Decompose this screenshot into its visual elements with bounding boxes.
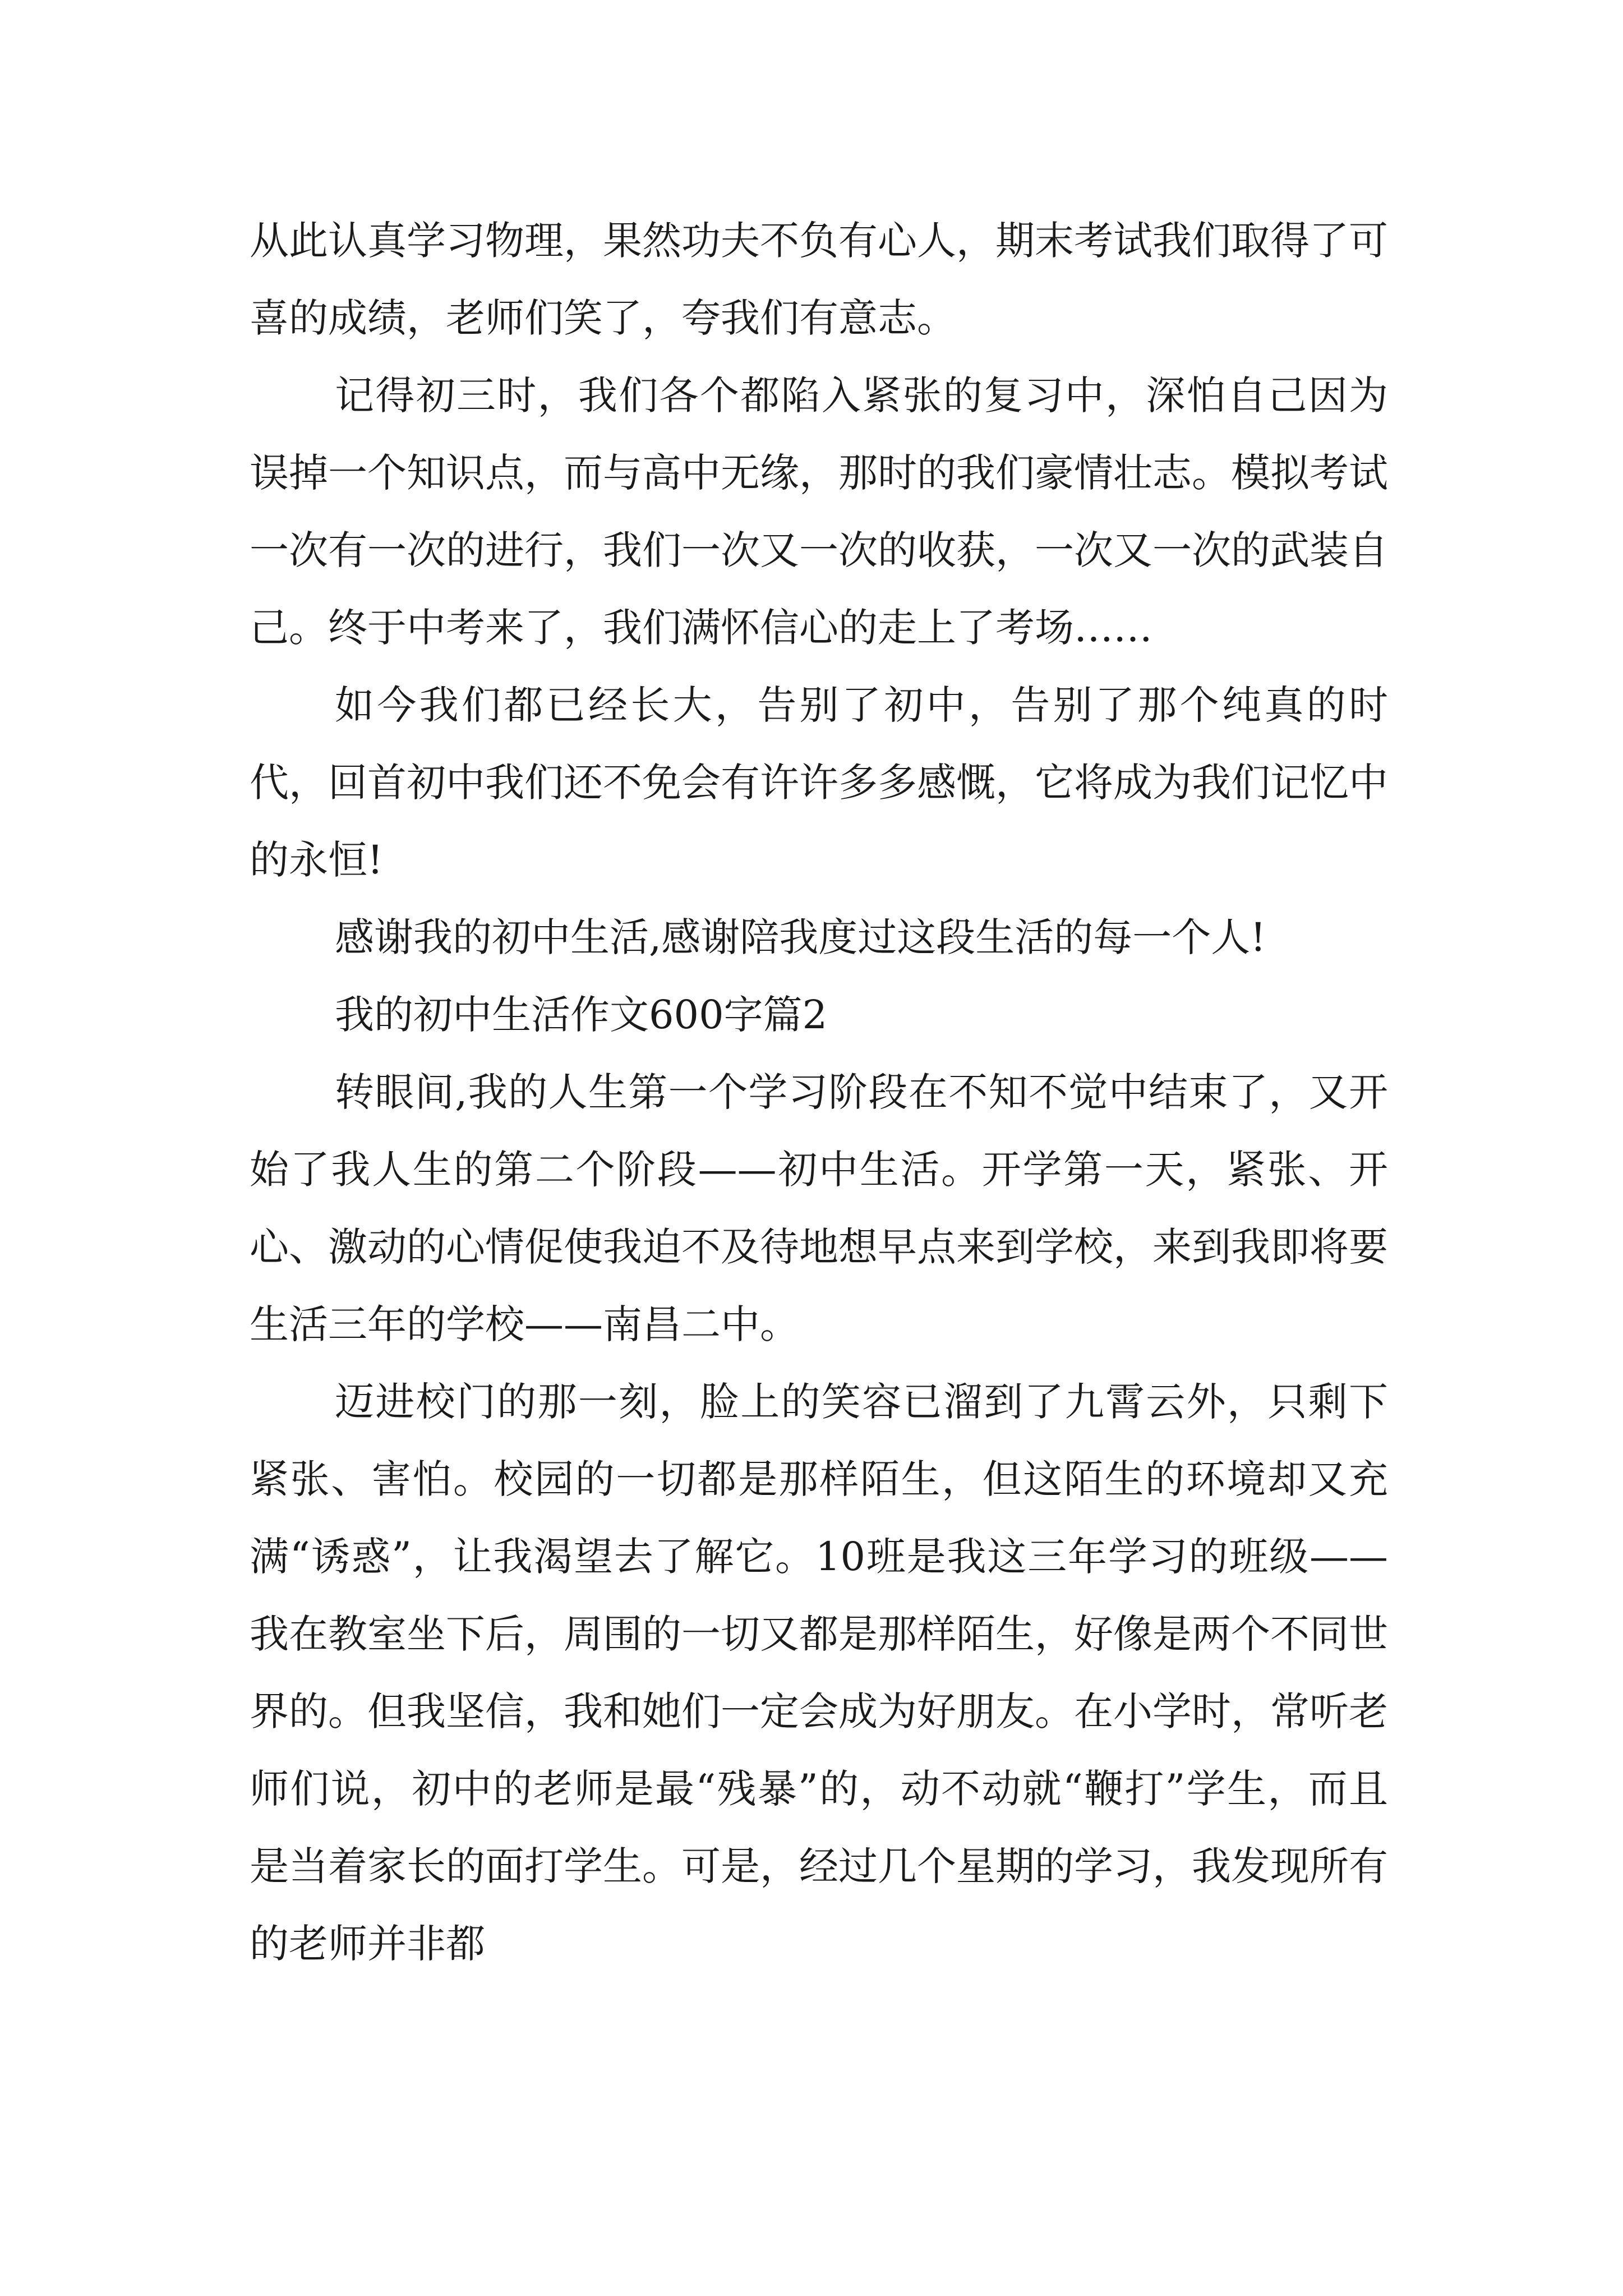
essay-title: 我的初中生活作文600字篇2	[335, 992, 828, 1038]
paragraph-junior-three: 记得初三时，我们各个都陷入紧张的复习中，深怕自己因为误掉一个知识点，而与高中无缘，那时的我们豪情壮志。模拟考试一次有一次的进行，我们一次又一次的收获，一次又一次的武装自己。终于中考来了，我们满怀信心的走上了考场……	[250, 372, 1388, 651]
paragraph-school-gate: 迈进校门的那一刻，脸上的笑容已溜到了九霄云外，只剩下紧张、害怕。校园的一切都是那样陌生，但这陌生的环境却又充满“诱惑”，让我渴望去了解它。10班是我这三年学习的班级——我在教室坐下后，周围的一切又都是那样陌生，好像是两个不同世界的。但我坚信，我和她们一定会成为好朋友。在小学时，常听老师们说，初中的老师是最“残暴”的，动不动就“鞭打”学生，而且是当着家长的面打学生。可是，经过几个星期的学习，我发现所有的老师并非都	[250, 1379, 1388, 1967]
paragraph-thanks: 感谢我的初中生活,感谢陪我度过这段生活的每一个人!	[335, 914, 1266, 960]
paragraph-grown-up: 如今我们都已经长大，告别了初中，告别了那个纯真的时代，回首初中我们还不免会有许许多多感慨，它将成为我们记忆中的永恒!	[250, 682, 1388, 883]
document-body	[250, 202, 1388, 1982]
paragraph-continuation: 从此认真学习物理，果然功夫不负有心人，期末考试我们取得了可喜的成绩，老师们笑了，夸我们有意志。	[250, 218, 1388, 341]
paragraph-first-day: 转眼间,我的人生第一个学习阶段在不知不觉中结束了，又开始了我人生的第二个阶段——初中生活。开学第一天，紧张、开心、激动的心情促使我迫不及待地想早点来到学校，来到我即将要生活三年的学校——南昌二中。	[250, 1069, 1388, 1347]
